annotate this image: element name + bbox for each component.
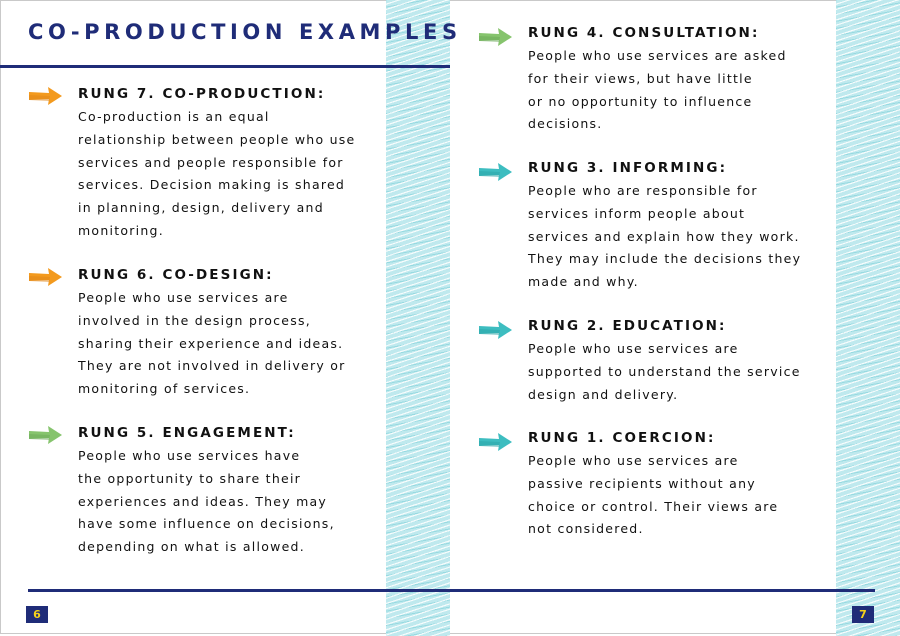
text-line: sharing their experience and ideas.	[78, 335, 344, 351]
rung-description	[78, 106, 355, 243]
text-line: services inform people about	[528, 205, 746, 221]
rung-6	[78, 267, 346, 401]
page-number-left: 6	[26, 606, 48, 623]
teal-arrow-icon	[476, 319, 514, 341]
title-divider	[0, 65, 450, 68]
decorative-stripe-left	[386, 0, 450, 636]
text-line: in planning, design, delivery and	[78, 200, 324, 216]
text-line: They are not involved in delivery or	[78, 358, 346, 374]
rung-description	[528, 450, 778, 541]
text-line: experiences and ideas. They may	[78, 493, 328, 509]
green-arrow-icon	[26, 424, 64, 446]
text-line: People who use services are	[528, 453, 739, 468]
text-line: relationship between people who use	[78, 131, 356, 147]
rung-heading: RUNG 2. EDUCATION:	[528, 318, 727, 334]
text-line: supported to understand the service	[528, 363, 801, 379]
page-title: CO-PRODUCTION EXAMPLES	[28, 20, 462, 44]
text-line: services and people responsible for	[78, 154, 344, 170]
text-line: services and explain how they work.	[528, 228, 800, 244]
text-line: depending on what is allowed.	[78, 539, 305, 555]
text-line: involved in the design process,	[78, 312, 311, 328]
rung-description	[528, 338, 801, 406]
green-arrow-icon	[476, 26, 514, 48]
rung-2	[528, 318, 801, 406]
teal-arrow-icon	[476, 431, 514, 453]
teal-arrow-icon	[476, 161, 514, 183]
rung-1	[528, 430, 778, 541]
text-line: People who use services are	[528, 341, 739, 356]
text-line: made and why.	[528, 274, 639, 290]
rung-5	[78, 425, 335, 559]
text-line: the opportunity to share their	[78, 470, 302, 486]
text-line: services. Decision making is shared	[78, 177, 346, 193]
rung-3	[528, 160, 801, 294]
text-line: not considered.	[528, 521, 644, 537]
rung-description	[528, 45, 787, 136]
rung-heading: RUNG 7. CO-PRODUCTION:	[78, 86, 326, 102]
text-line: passive recipients without any	[528, 475, 756, 491]
decorative-stripe-right	[836, 0, 900, 636]
text-line: People who are responsible for	[528, 183, 758, 198]
text-line: decisions.	[528, 116, 603, 132]
rung-description	[528, 180, 801, 294]
rung-heading: RUNG 4. CONSULTATION:	[528, 25, 760, 41]
orange-arrow-icon	[26, 266, 64, 288]
page-number-right: 7	[852, 606, 874, 623]
text-line: They may include the decisions they	[528, 251, 802, 267]
text-line: People who use services are	[78, 290, 289, 305]
rung-description	[78, 287, 346, 401]
text-line: monitoring.	[78, 222, 164, 238]
rung-4	[528, 25, 787, 136]
text-line: People who use services are asked	[528, 48, 787, 63]
text-line: People who use services have	[78, 448, 301, 463]
text-line: for their views, but have little	[528, 70, 753, 86]
rung-heading: RUNG 6. CO-DESIGN:	[78, 267, 274, 283]
rung-heading: RUNG 3. INFORMING:	[528, 160, 728, 176]
rung-heading: RUNG 1. COERCION:	[528, 430, 716, 446]
text-line: Co-production is an equal	[78, 109, 270, 124]
text-line: monitoring of services.	[78, 381, 251, 397]
rung-heading: RUNG 5. ENGAGEMENT:	[78, 425, 296, 441]
text-line: or no opportunity to influence	[528, 93, 753, 109]
rung-description	[78, 445, 335, 559]
text-line: choice or control. Their views are	[528, 498, 779, 514]
text-line: design and delivery.	[528, 386, 679, 402]
footer-divider	[28, 589, 875, 592]
text-line: have some influence on decisions,	[78, 516, 335, 532]
rung-7	[78, 86, 355, 243]
orange-arrow-icon	[26, 85, 64, 107]
